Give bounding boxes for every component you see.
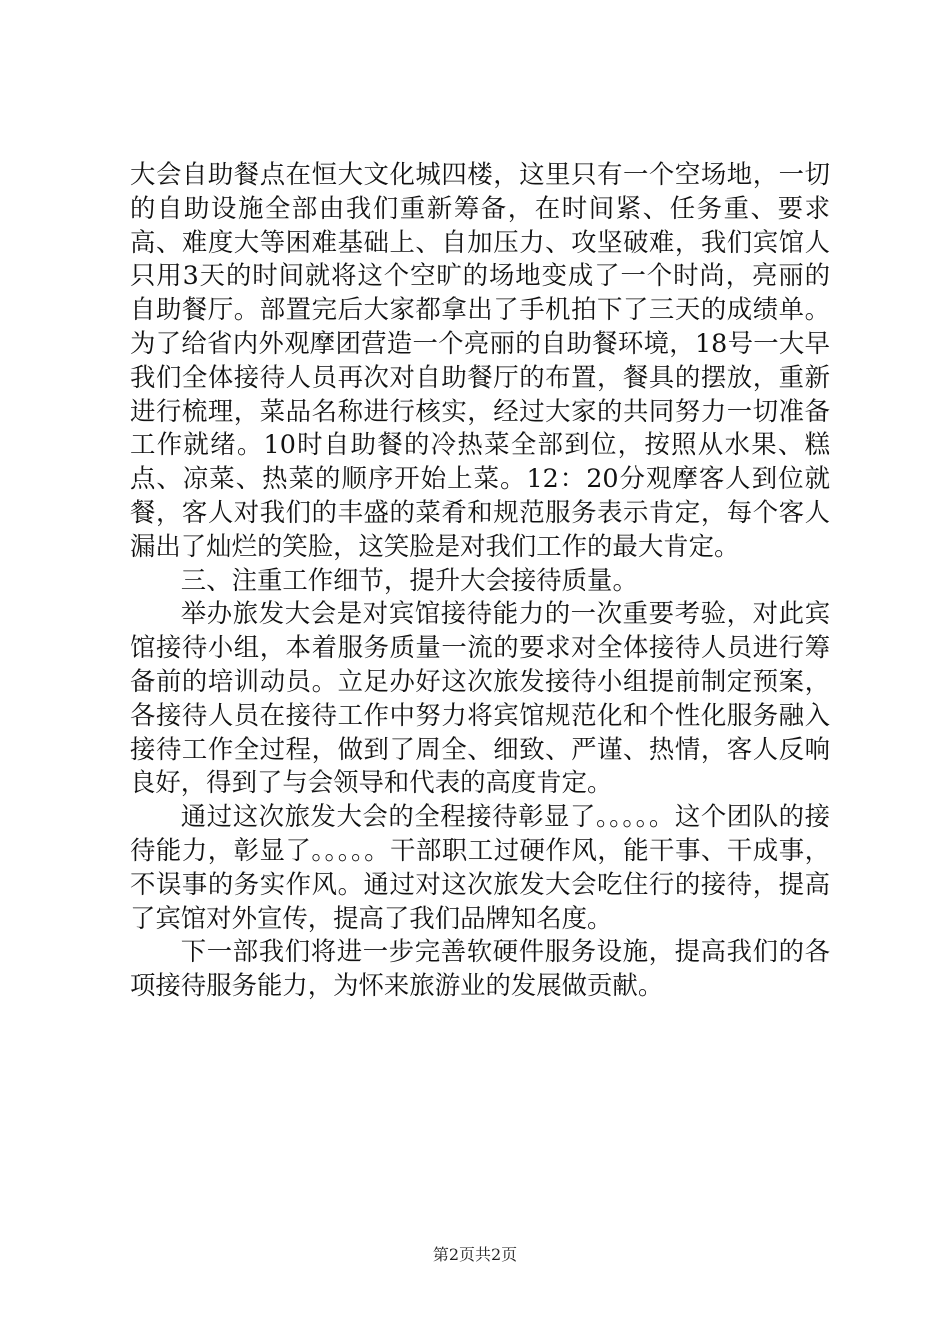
document-body — [130, 158, 830, 1003]
page-footer — [0, 1244, 950, 1266]
paragraph-buffet-preparation: 大会自助餐点在恒大文化城四楼，这里只有一个空场地，一切的自助设施全部由我们重新筹备，在时间紧、任务重、要求高、难度大等困难基础上、自加压力、攻坚破难，我们宾馆人只用3天的时间就将这个空旷的场地变成了一个时尚，亮丽的自助餐厅。部置完后大家都拿出了手机拍下了三天的成绩单。为了给省内外观摩团营造一个亮丽的自助餐环境，18号一大早我们全体接待人员再次对自助餐厅的布置，餐具的摆放，重新进行梳理，菜品名称进行核实，经过大家的共同努力一切准备工作就绪。10时自助餐的冷热菜全部到位，按照从水果、糕点、凉菜、热菜的顺序开始上菜。12：20分观摩客人到位就餐，客人对我们的丰盛的菜肴和规范服务表示肯定，每个客人漏出了灿烂的笑脸，这笑脸是对我们工作的最大肯定。 — [130, 159, 830, 561]
paragraph-next-steps: 下一部我们将进一步完善软硬件服务设施，提高我们的各项接待服务能力，为怀来旅游业的发展做贡献。 — [130, 936, 830, 1001]
page-number: 第2页 — [432, 1245, 475, 1264]
page-total: 共2页 — [475, 1245, 518, 1264]
paragraph-team-capability: 通过这次旅发大会的全程接待彰显了。。。。。这个团队的接待能力，彰显了。。。。。干部职工过硬作风，能干事、干成事，不误事的务实作风。通过对这次旅发大会吃住行的接待，提高了宾馆对外宣传，提高了我们品牌知名度。 — [130, 801, 830, 933]
paragraph-reception-test: 举办旅发大会是对宾馆接待能力的一次重要考验，对此宾馆接待小组，本着服务质量一流的要求对全体接待人员进行筹备前的培训动员。立足办好这次旅发接待小组提前制定预案，各接待人员在接待工作中努力将宾馆规范化和个性化服务融入接待工作全过程，做到了周全、细致、严谨、热情，客人反响良好，得到了与会领导和代表的高度肯定。 — [130, 598, 830, 798]
section-heading-work-details: 三、注重工作细节，提升大会接待质量。 — [180, 564, 638, 595]
